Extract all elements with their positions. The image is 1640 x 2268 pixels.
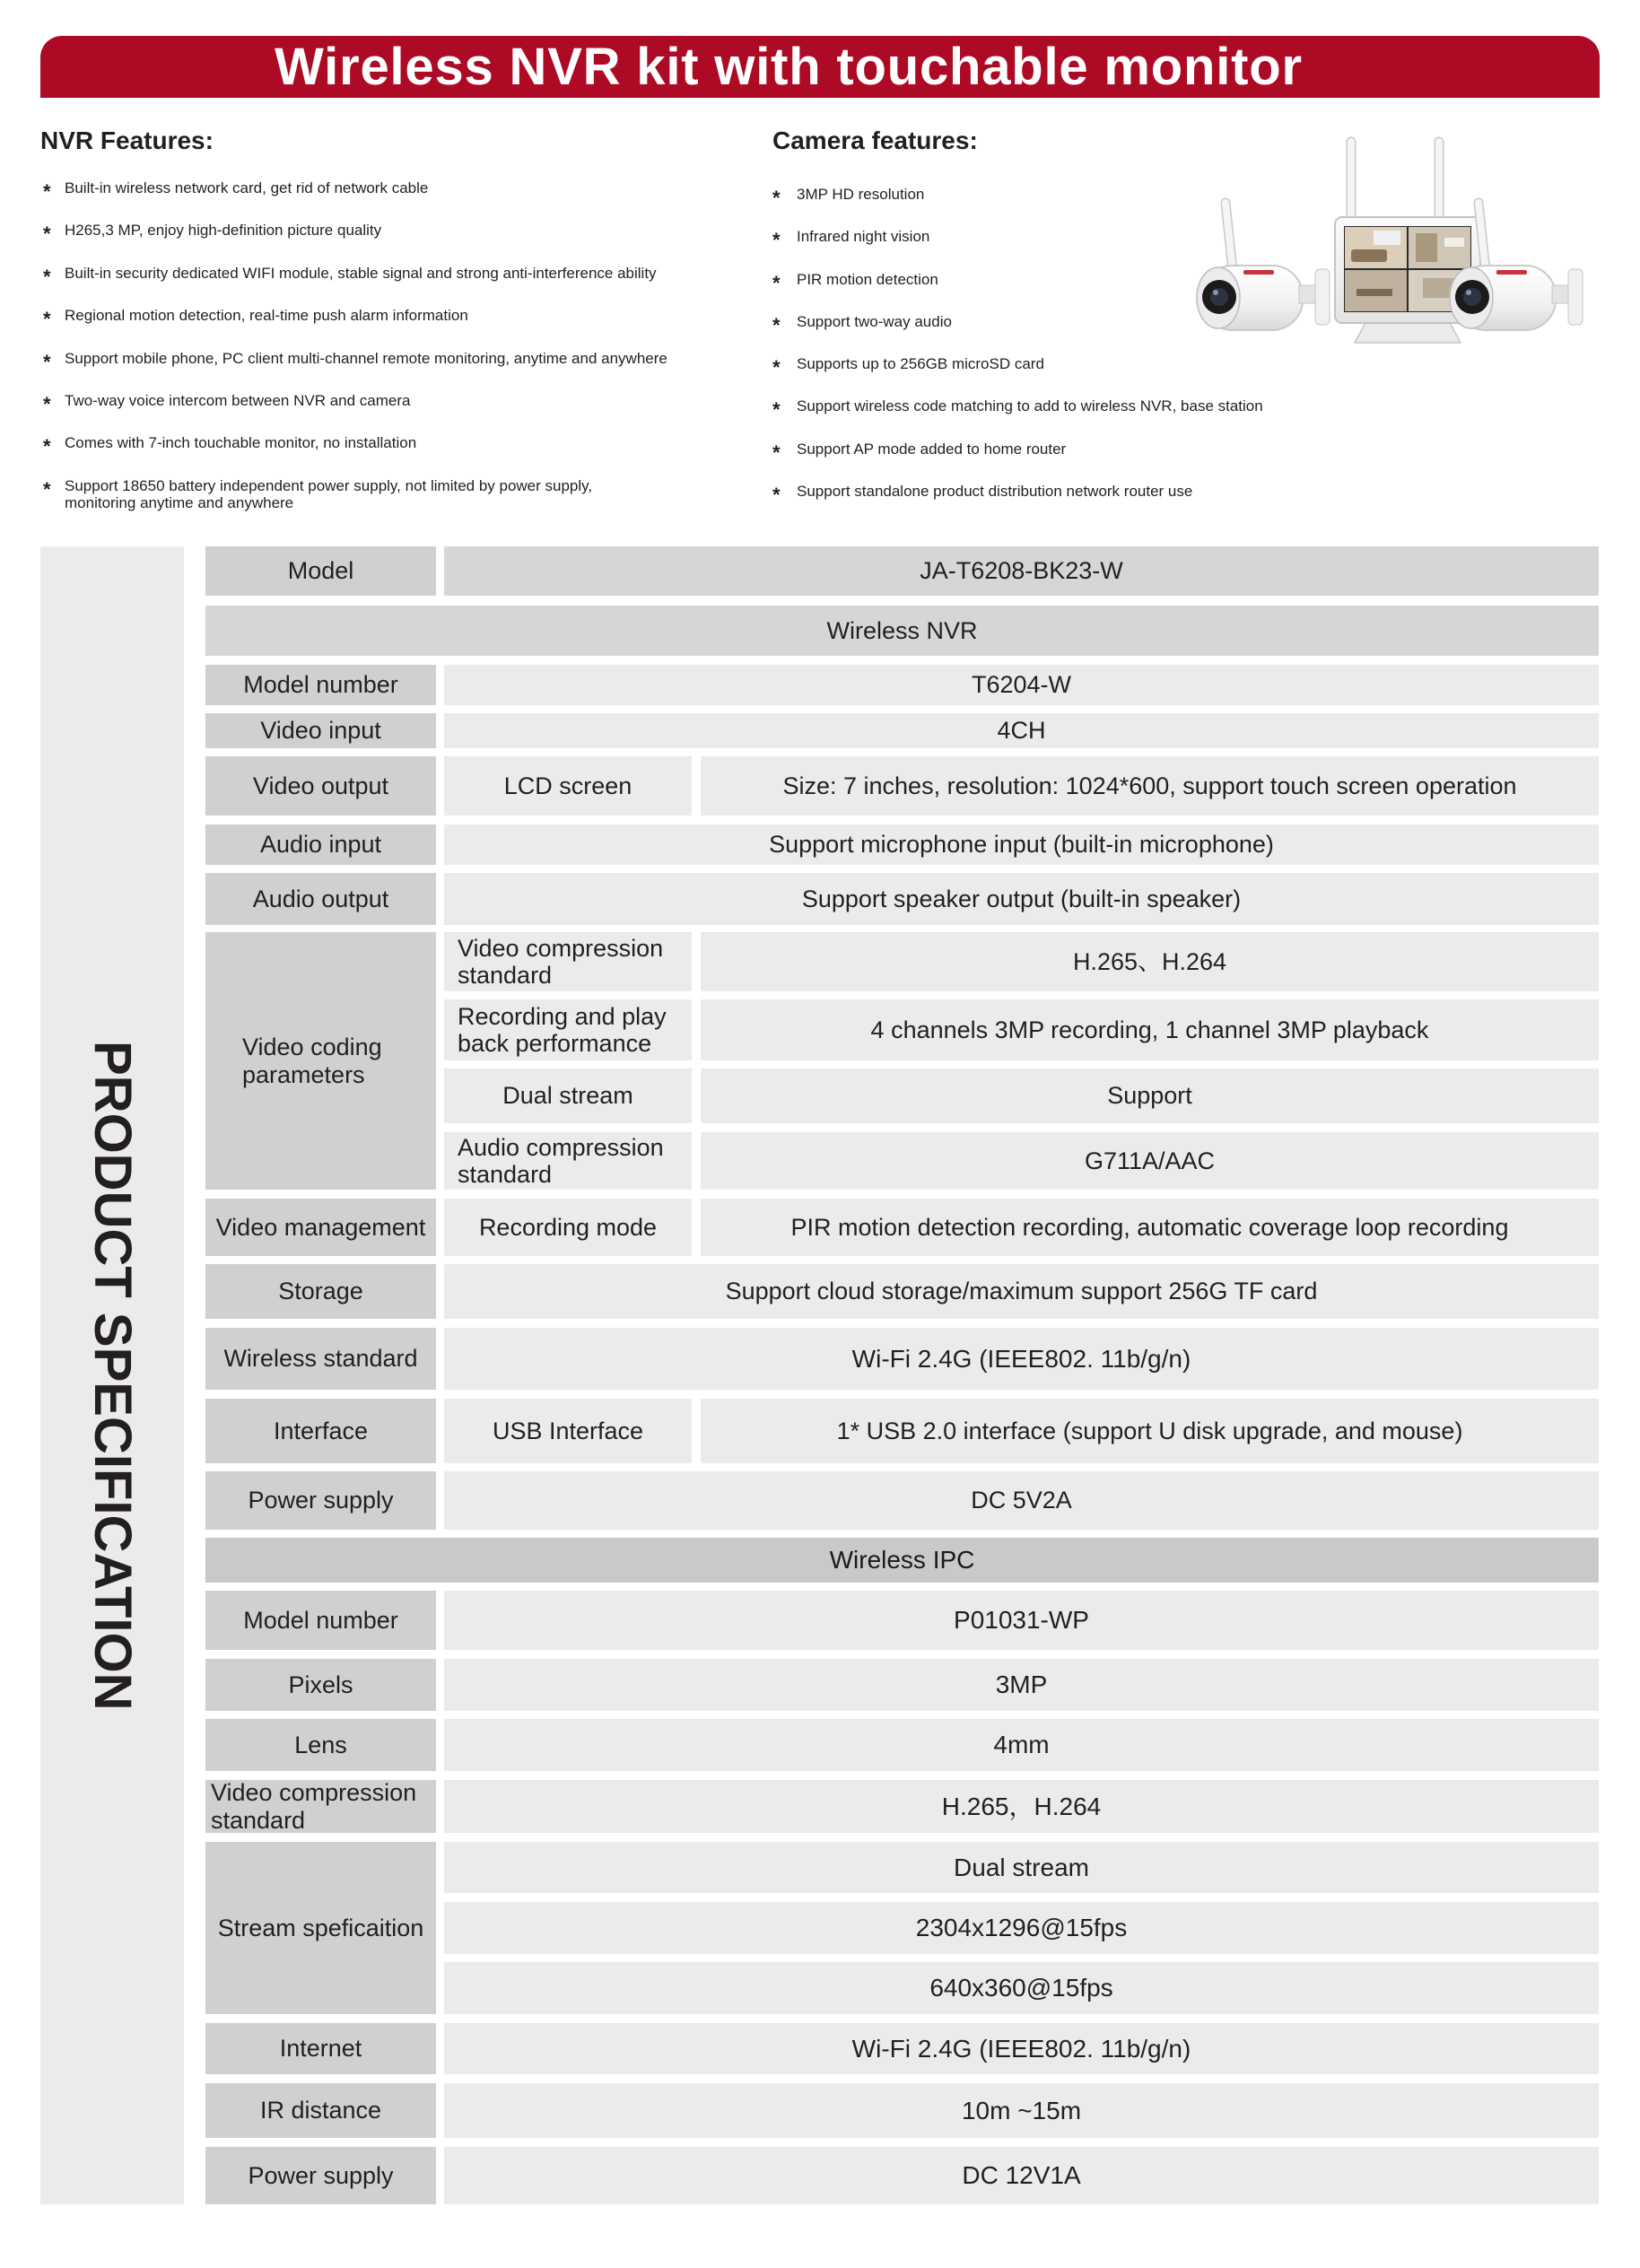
nvr-features-list (43, 179, 761, 519)
ipc-ir-distance-label: IR distance (205, 2083, 436, 2138)
nvr-feature-text: Support 18650 battery independent power supply, not limited by power supply, monitoring anytime and anywhere (65, 476, 593, 511)
nvr-audio-input-value: Support microphone input (built-in microphone) (444, 824, 1599, 865)
nvr-power-supply-label: Power supply (205, 1471, 436, 1530)
ipc-model-number-value: P01031-WP (444, 1591, 1599, 1650)
nvr-video-output-label: Video output (205, 756, 436, 816)
nvr-video-coding-value: Support (701, 1069, 1599, 1123)
nvr-feature-item (43, 350, 761, 392)
nvr-video-coding-sub: Recording and play back performance (444, 999, 692, 1060)
camera-feature-text: PIR motion detection (797, 270, 938, 288)
nvr-storage-value: Support cloud storage/maximum support 256G TF card (444, 1264, 1599, 1319)
bullet-asterisk: * (772, 313, 781, 336)
nvr-feature-text: H265,3 MP, enjoy high-definition picture quality (65, 222, 382, 240)
camera-left (1197, 203, 1330, 330)
spec-side-panel (40, 546, 184, 2204)
camera-feature-text: Supports up to 256GB microSD card (797, 355, 1044, 373)
ipc-stream-value: 640x360@15fps (444, 1962, 1599, 2014)
bullet-asterisk: * (43, 308, 51, 331)
nvr-video-coding-value: G711A/AAC (701, 1132, 1599, 1190)
spec-model-label: Model (205, 546, 436, 596)
bullet-asterisk: * (43, 435, 51, 458)
nvr-video-management-sub: Recording mode (444, 1199, 692, 1256)
nvr-video-coding-sub: Video compression standard (444, 932, 692, 991)
nvr-feature-item (43, 265, 761, 307)
nvr-feature-item (43, 477, 761, 519)
ipc-internet-label: Internet (205, 2023, 436, 2074)
nvr-video-input-value: 4CH (444, 713, 1599, 748)
camera-features-heading: Camera features: (772, 126, 978, 154)
ipc-video-compression-value: H.265，H.264 (444, 1780, 1599, 1833)
nvr-feature-text: Two-way voice intercom between NVR and camera (65, 391, 411, 409)
nvr-feature-item (43, 434, 761, 476)
ipc-model-number-label: Model number (205, 1591, 436, 1650)
bullet-asterisk: * (43, 180, 51, 203)
nvr-wireless-standard-value: Wi-Fi 2.4G (IEEE802. 11b/g/n) (444, 1328, 1599, 1390)
spec-model-value: JA-T6208-BK23-W (444, 546, 1599, 596)
bullet-asterisk: * (772, 484, 781, 507)
bullet-asterisk: * (43, 222, 51, 246)
spec-side-label: PRODUCT SPECIFICATION (83, 1040, 142, 1711)
ipc-lens-value: 4mm (444, 1719, 1599, 1771)
bullet-asterisk: * (43, 350, 51, 373)
nvr-interface-sub: USB Interface (444, 1399, 692, 1463)
ipc-section-header: Wireless IPC (205, 1538, 1599, 1583)
camera-feature-text: 3MP HD resolution (797, 186, 925, 203)
product-photo (1191, 135, 1595, 346)
page-title: Wireless NVR kit with touchable monitor (275, 38, 1303, 96)
nvr-features-heading: NVR Features: (40, 126, 214, 154)
nvr-video-management-value: PIR motion detection recording, automatic coverage loop recording (701, 1199, 1599, 1256)
bullet-asterisk: * (43, 265, 51, 288)
nvr-video-output-value: Size: 7 inches, resolution: 1024*600, support touch screen operation (701, 756, 1599, 816)
title-banner (40, 36, 1600, 98)
bullet-asterisk: * (772, 187, 781, 209)
nvr-video-management-label: Video management (205, 1199, 436, 1256)
nvr-feature-text: Built-in security dedicated WIFI module, stable signal and strong anti-interference ability (65, 264, 657, 282)
nvr-audio-output-label: Audio output (205, 873, 436, 925)
bullet-asterisk: * (43, 392, 51, 415)
nvr-video-coding-value: H.265、H.264 (701, 932, 1599, 991)
nvr-feature-text: Support mobile phone, PC client multi-channel remote monitoring, anytime and anywhere (65, 349, 667, 367)
camera-feature-text: Support two-way audio (797, 312, 952, 330)
bullet-asterisk: * (772, 398, 781, 422)
ipc-stream-value: 2304x1296@15fps (444, 1902, 1599, 1954)
nvr-wireless-standard-label: Wireless standard (205, 1328, 436, 1390)
nvr-section-header: Wireless NVR (205, 606, 1599, 656)
nvr-model-number-value: T6204-W (444, 665, 1599, 705)
bullet-asterisk: * (772, 229, 781, 252)
camera-feature-item (772, 355, 1418, 397)
ipc-pixels-value: 3MP (444, 1659, 1599, 1711)
nvr-feature-item (43, 222, 761, 264)
nvr-storage-label: Storage (205, 1264, 436, 1319)
nvr-video-input-label: Video input (205, 713, 436, 748)
nvr-power-supply-value: DC 5V2A (444, 1471, 1599, 1530)
ipc-stream-value: Dual stream (444, 1842, 1599, 1893)
ipc-power-supply-label: Power supply (205, 2147, 436, 2204)
camera-feature-item (772, 483, 1418, 525)
bullet-asterisk: * (772, 356, 781, 379)
nvr-feature-text: Built-in wireless network card, get rid of network cable (65, 179, 429, 196)
nvr-audio-output-value: Support speaker output (built-in speaker) (444, 873, 1599, 925)
camera-feature-text: Support wireless code matching to add to wireless NVR, base station (797, 397, 1263, 415)
ipc-video-compression-label: Video compression standard (205, 1780, 436, 1833)
nvr-feature-item (43, 307, 761, 349)
nvr-feature-text: Regional motion detection, real-time push alarm information (65, 307, 468, 325)
nvr-feature-item (43, 179, 761, 222)
camera-feature-text: Infrared night vision (797, 228, 930, 246)
nvr-video-coding-sub: Audio compression standard (444, 1132, 692, 1190)
nvr-model-number-label: Model number (205, 665, 436, 705)
nvr-video-coding-sub: Dual stream (444, 1069, 692, 1123)
nvr-feature-item (43, 392, 761, 434)
ipc-lens-label: Lens (205, 1719, 436, 1771)
ipc-internet-value: Wi-Fi 2.4G (IEEE802. 11b/g/n) (444, 2023, 1599, 2074)
nvr-feature-text: Comes with 7-inch touchable monitor, no installation (65, 434, 417, 452)
camera-feature-text: Support AP mode added to home router (797, 440, 1067, 458)
nvr-interface-value: 1* USB 2.0 interface (support U disk upgrade, and mouse) (701, 1399, 1599, 1463)
camera-feature-item (772, 397, 1418, 440)
nvr-interface-label: Interface (205, 1399, 436, 1463)
camera-feature-text: Support standalone product distribution network router use (797, 483, 1193, 501)
nvr-audio-input-label: Audio input (205, 824, 436, 865)
bullet-asterisk: * (43, 477, 51, 501)
nvr-video-output-sub: LCD screen (444, 756, 692, 816)
nvr-video-coding-label: Video coding parameters (205, 932, 436, 1190)
ipc-power-supply-value: DC 12V1A (444, 2147, 1599, 2204)
nvr-video-coding-value: 4 channels 3MP recording, 1 channel 3MP playback (701, 999, 1599, 1060)
bullet-asterisk: * (772, 271, 781, 294)
ipc-ir-distance-value: 10m ~15m (444, 2083, 1599, 2138)
ipc-stream-label: Stream speficaition (205, 1842, 436, 2014)
ipc-pixels-label: Pixels (205, 1659, 436, 1711)
camera-feature-item (772, 441, 1418, 483)
bullet-asterisk: * (772, 441, 781, 464)
